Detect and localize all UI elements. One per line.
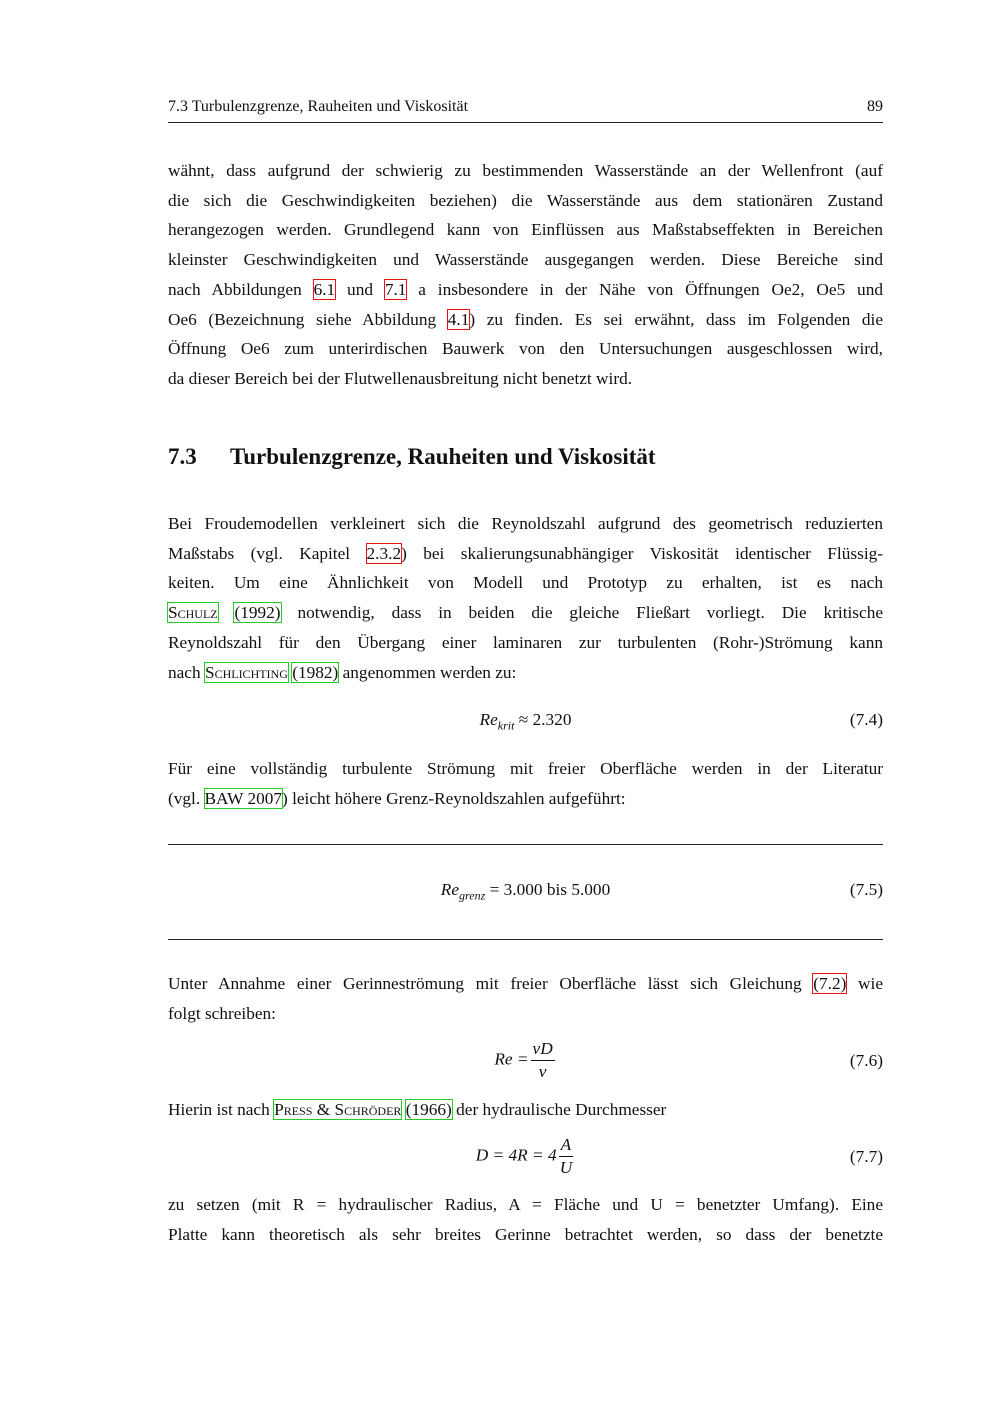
rule-bottom [168,939,883,940]
text: der hydraulische Durchmesser [456,1100,667,1119]
text-line [168,305,883,335]
text-line: die sich die Geschwindigkeiten beziehen) die Wasserstände aus dem stationären Zustand [168,190,883,210]
equation-body [168,1038,883,1083]
text-line: da dieser Bereich bei der Flutwellenausbreitung nicht benetzt wird. [168,368,633,388]
equation-body [168,1134,883,1179]
paragraph-diameter [168,1095,883,1125]
section-heading [168,444,656,470]
denominator: U [559,1158,573,1177]
equation-7-4 [168,710,883,750]
eq-lhs: Re = [494,1049,529,1069]
text: nach [168,662,201,682]
citation-year-link[interactable]: (1966) [405,1100,452,1119]
numerator: vD [531,1038,555,1061]
citation-link[interactable]: BAW 2007 [204,788,283,808]
text-line: keiten. Um eine Ähnlichkeit von Modell und Prototyp zu erhalten, ist es nach [168,573,883,593]
text-line: Platte kann theoretisch als sehr breites Gerinne betrachtet werden, so dass der benetzte [168,1224,883,1244]
eq-value: ≈ 2.320 [518,710,572,729]
rule-top [168,844,883,845]
text-line: kleinster Geschwindigkeiten und Wasserstände ausgegangen werden. Diese Bereiche sind [168,250,883,270]
numerator: A [559,1134,574,1157]
text: nach Abbildungen [168,279,302,299]
text: Maßstabs (vgl. Kapitel [168,543,351,563]
text: wie [858,974,883,993]
section-title: Turbulenzgrenze, Rauheiten und Viskosität [230,444,656,469]
text-line: wähnt, dass aufgrund der schwierig zu bestimmenden Wasserstände an der Wellenfront (auf [168,161,883,180]
equation-7-7 [168,1134,883,1182]
fraction [531,1038,555,1083]
figure-ref-link[interactable]: 7.1 [384,279,407,299]
equation-body [168,880,883,903]
equation-7-5 [168,880,883,920]
text-line [168,598,883,628]
equation-ref-link[interactable]: (7.2) [813,974,847,993]
paragraph-channel [168,969,883,1028]
equation-body [168,710,883,733]
eq-lhs: D = 4R = 4 [475,1145,557,1165]
text: ) bei skalierungsunabhängiger Viskosität identischer Flüssig- [401,543,884,563]
text: Oe6 (Bezeichnung siehe Abbildung [168,309,437,329]
text: ) leicht höhere Grenz-Reynoldszahlen aufgeführt: [282,788,626,808]
equation-number: (7.5) [849,880,883,899]
paragraph-turbulent [168,754,883,813]
text: und [347,279,373,299]
page-number: 89 [867,98,883,115]
text-line: zu setzen (mit R = hydraulischer Radius, A = Fläche und U = benetzter Umfang). Eine [168,1195,883,1214]
citation-author-link[interactable]: Schlichting [204,662,288,682]
citation-author-link[interactable]: Schulz [168,603,218,623]
section-number: 7.3 [168,444,197,469]
text-line: Für eine vollständig turbulente Strömung mit freier Oberfläche werden in der Literatur [168,759,883,778]
text-line: folgt schreiben: [168,1003,276,1023]
text: Unter Annahme einer Gerinneströmung mit freier Oberfläche lässt sich Gleichung [168,974,802,993]
running-header [168,98,883,123]
equation-number: (7.4) [849,710,883,729]
text-line [168,539,883,569]
text-line [168,275,883,305]
equation-number: (7.7) [849,1147,883,1166]
denominator: ν [538,1062,547,1081]
text-line [168,784,883,814]
eq-symbol: Re [479,710,498,729]
figure-ref-link[interactable]: 6.1 [313,279,336,299]
text: a insbesondere in der Nähe von Öffnungen Oe2, Oe5 und [418,279,883,299]
eq-subscript: krit [497,718,515,733]
paragraph-plate [168,1190,883,1249]
eq-symbol: Re [440,880,460,899]
text-line [168,1095,883,1125]
text-line: Bei Froudemodellen verkleinert sich die Reynoldszahl aufgrund des geometrisch reduzierten [168,514,883,533]
text: (vgl. [168,788,201,808]
paragraph-intro [168,156,883,394]
text: notwendig, dass in beiden die gleiche Fließart vorliegt. Die kritische [297,603,884,623]
figure-ref-link[interactable]: 4.1 [447,309,470,329]
text-line: herangezogen werden. Grundlegend kann von Einflüssen aus Maßstabseffekten in Bereichen [168,220,883,240]
equation-7-6 [168,1038,883,1086]
paragraph-froude [168,509,883,687]
chapter-ref-link[interactable]: 2.3.2 [366,543,402,563]
text: angenommen werden zu: [342,662,517,682]
text-line [168,969,883,999]
running-title: 7.3 Turbulenzgrenze, Rauheiten und Viskosität [168,98,469,115]
eq-value: = 3.000 bis 5.000 [489,880,611,899]
fraction [559,1134,574,1179]
citation-author-link[interactable]: Press & Schröder [274,1100,402,1119]
text: Hierin ist nach [168,1100,270,1119]
equation-number: (7.6) [849,1051,883,1070]
text-line [168,658,883,688]
text: ) zu finden. Es sei erwähnt, dass im Folgenden die [469,309,883,329]
citation-year-link[interactable]: (1992) [234,603,281,623]
text-line: Reynoldszahl für den Übergang einer laminaren zur turbulenten (Rohr-)Strömung kann [168,632,883,652]
text-line: Öffnung Oe6 zum unterirdischen Bauwerk von den Untersuchungen ausgeschlossen wird, [168,339,883,359]
citation-year-link[interactable]: (1982) [292,662,339,682]
eq-subscript: grenz [459,888,486,903]
